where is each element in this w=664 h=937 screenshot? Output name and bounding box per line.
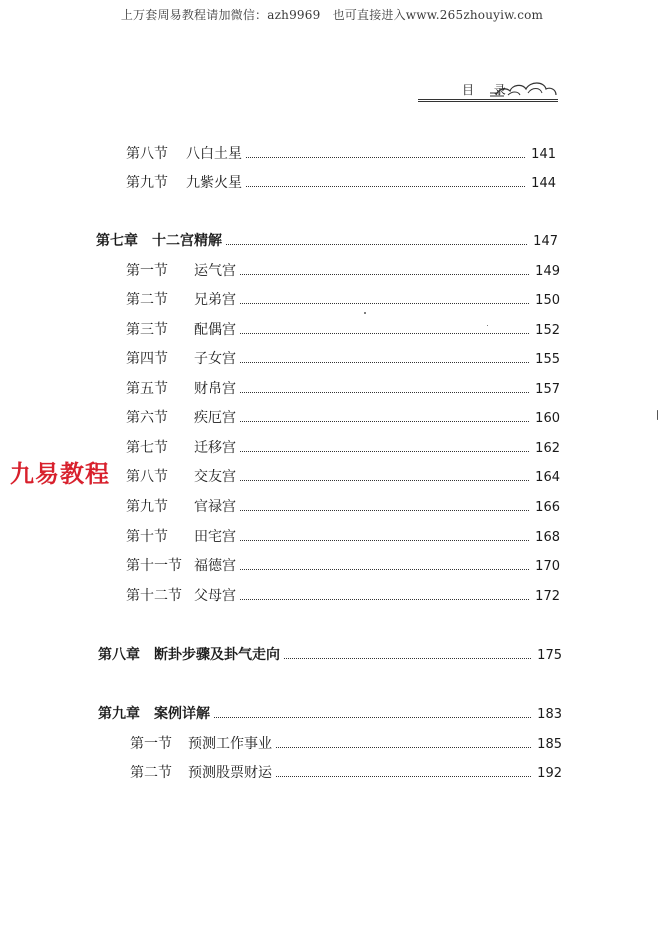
header-rule-secondary xyxy=(418,101,558,102)
toc-page-number: 162 xyxy=(535,441,560,456)
toc-chapter[interactable] xyxy=(96,232,558,251)
toc-section-number: 第十二节 xyxy=(126,588,182,604)
toc-leader-dots xyxy=(240,273,529,275)
toc-section-title: 子女宫 xyxy=(194,351,236,367)
toc-entry[interactable] xyxy=(126,174,556,193)
toc-section-title: 父母宫 xyxy=(194,588,236,604)
toc-entry[interactable] xyxy=(126,498,560,517)
scan-speck xyxy=(487,325,488,326)
toc-page-number: 166 xyxy=(535,500,560,515)
toc-page-number: 149 xyxy=(535,264,560,279)
toc-entry[interactable] xyxy=(126,262,560,281)
toc-page-number: 150 xyxy=(535,293,560,308)
toc-section-number: 第八节 xyxy=(126,469,168,485)
toc-leader-dots xyxy=(240,420,529,422)
toc-section-number: 第一节 xyxy=(130,736,172,752)
toc-entry[interactable] xyxy=(126,528,560,547)
toc-section-number: 第四节 xyxy=(126,351,168,367)
toc-entry[interactable] xyxy=(130,735,562,754)
toc-page-number: 155 xyxy=(535,352,560,367)
toc-chapter-title: 第九章 案例详解 xyxy=(98,706,210,722)
toc-page-number: 152 xyxy=(535,323,560,338)
toc-section-number: 第七节 xyxy=(126,440,168,456)
toc-section-title: 运气宫 xyxy=(194,263,236,279)
toc-entry[interactable] xyxy=(130,764,562,783)
toc-section-title: 配偶宫 xyxy=(194,322,236,338)
toc-entry[interactable] xyxy=(126,409,560,428)
toc-section-number: 第六节 xyxy=(126,410,168,426)
toc-section-number: 第九节 xyxy=(126,175,168,191)
header-rule xyxy=(418,99,558,100)
toc-leader-dots xyxy=(240,539,529,541)
toc-entry[interactable] xyxy=(126,587,560,606)
toc-leader-dots xyxy=(246,156,525,158)
toc-leader-dots xyxy=(240,568,529,570)
toc-entry[interactable] xyxy=(126,468,560,487)
toc-entry[interactable] xyxy=(126,557,560,576)
toc-page-number: 192 xyxy=(537,766,562,781)
toc-section-title: 兄弟宫 xyxy=(194,292,236,308)
toc-chapter[interactable] xyxy=(98,646,562,665)
toc-section-title: 疾厄宫 xyxy=(194,410,236,426)
toc-page-number: 170 xyxy=(535,559,560,574)
toc-section-title: 九紫火星 xyxy=(186,175,242,191)
toc-entry[interactable] xyxy=(126,350,560,369)
toc-leader-dots xyxy=(240,332,529,334)
toc-section-title: 官禄宫 xyxy=(194,499,236,515)
toc-section-number: 第三节 xyxy=(126,322,168,338)
toc-page-number: 168 xyxy=(535,530,560,545)
toc-leader-dots xyxy=(226,243,527,245)
toc-page-number: 164 xyxy=(535,470,560,485)
toc-chapter-title: 第七章 十二宫精解 xyxy=(96,233,222,249)
toc-page-number: 183 xyxy=(537,707,562,722)
toc-section-number: 第一节 xyxy=(126,263,168,279)
toc-section-title: 交友宫 xyxy=(194,469,236,485)
toc-leader-dots xyxy=(276,746,531,748)
toc-page-number: 160 xyxy=(535,411,560,426)
toc-leader-dots xyxy=(240,509,529,511)
toc-page-number: 185 xyxy=(537,737,562,752)
toc-section-title: 财帛宫 xyxy=(194,381,236,397)
header-title: 目 录 xyxy=(462,83,514,97)
page-header xyxy=(418,72,558,102)
toc-section-title: 八白土星 xyxy=(186,146,242,162)
watermark-label: 九易教程 xyxy=(10,460,110,488)
toc-section-title: 迁移宫 xyxy=(194,440,236,456)
toc-leader-dots xyxy=(240,391,529,393)
toc-section-number: 第九节 xyxy=(126,499,168,515)
toc-section-number: 第二节 xyxy=(126,292,168,308)
toc-section-number: 第二节 xyxy=(130,765,172,781)
scan-speck xyxy=(364,312,366,314)
toc-page-number: 144 xyxy=(531,176,556,191)
toc-leader-dots xyxy=(276,775,531,777)
toc-leader-dots xyxy=(240,450,529,452)
cloud-ornament-icon xyxy=(488,75,558,99)
toc-entry[interactable] xyxy=(126,291,560,310)
toc-page-number: 147 xyxy=(533,234,558,249)
toc-section-title: 福德宫 xyxy=(194,558,236,574)
toc-page-number: 175 xyxy=(537,648,562,663)
scan-speck xyxy=(657,410,658,420)
toc-section-number: 第五节 xyxy=(126,381,168,397)
toc-section-title: 田宅宫 xyxy=(194,529,236,545)
toc-section-number: 第十一节 xyxy=(126,558,182,574)
toc-section-number: 第八节 xyxy=(126,146,168,162)
toc-leader-dots xyxy=(284,657,531,659)
toc-leader-dots xyxy=(214,716,531,718)
toc-leader-dots xyxy=(246,185,525,187)
top-banner-text: 上万套周易教程请加微信：azh9969 也可直接进入www.265zhouyiw.com xyxy=(120,8,544,22)
toc-leader-dots xyxy=(240,361,529,363)
toc-section-title: 预测工作事业 xyxy=(188,736,272,752)
toc-leader-dots xyxy=(240,479,529,481)
toc-leader-dots xyxy=(240,302,529,304)
toc-entry[interactable] xyxy=(126,321,560,340)
toc-entry[interactable] xyxy=(126,145,556,164)
toc-page-number: 141 xyxy=(531,147,556,162)
toc-page-number: 157 xyxy=(535,382,560,397)
toc-entry[interactable] xyxy=(126,380,560,399)
toc-chapter-title: 第八章 断卦步骤及卦气走向 xyxy=(98,647,280,663)
toc-page-number: 172 xyxy=(535,589,560,604)
toc-chapter[interactable] xyxy=(98,705,562,724)
toc-leader-dots xyxy=(240,598,529,600)
toc-section-number: 第十节 xyxy=(126,529,168,545)
toc-section-title: 预测股票财运 xyxy=(188,765,272,781)
toc-entry[interactable] xyxy=(126,439,560,458)
